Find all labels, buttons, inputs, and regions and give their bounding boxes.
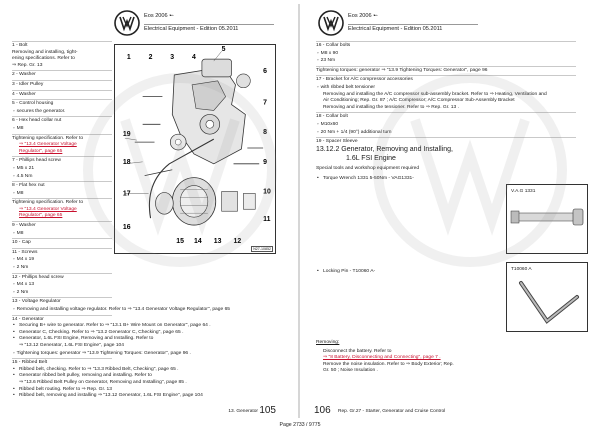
part-detail: Removing and installing, tight- <box>12 49 78 55</box>
page-counter: Page 2733 / 9775 <box>279 422 321 428</box>
callout-9: 9 <box>263 158 267 166</box>
part-item: 10 - Cap <box>12 238 112 247</box>
part-detail: Air Conditioning; Rep. Gr. 87 ; A/C Compressor; A/C Compressor Sub-Assembly Bracket <box>323 98 515 104</box>
part-detail: Removing and installing the tensioner. Refer to ⇒ Rep. Gr. 13 . <box>323 104 459 110</box>
part-detail: ▫ 2 Nm <box>12 289 112 297</box>
part-detail: Removing and installing the A/C compressor sub-assembly bracket. Refer to ⇒ Heating, Ventilation and <box>323 91 547 97</box>
part-detail: ▫ M8 <box>12 190 112 198</box>
part-detail: • Generator C, Checking. Refer to ⇒ "13.2 Generator C, Checking", page 65 . <box>12 330 112 337</box>
part-detail: ▫ M8 x 90 <box>316 50 576 58</box>
part-item: 9 - Washer <box>12 221 112 230</box>
removing-heading: Removing: <box>316 340 340 345</box>
edition-subtitle: Electrical Equipment - Edition 05.2011 <box>144 24 274 32</box>
part-item: 3 - Idler Pulley <box>12 80 112 89</box>
part-detail: • Generator, 1.6L FSI Engine, Removing and Installing. Refer to <box>12 336 112 343</box>
part-item: 13 - Voltage Regulator <box>12 297 112 306</box>
torque-wrench-image <box>506 184 588 254</box>
battery-link[interactable]: ⇒ "8 Battery, Disconnecting and Connecting", page 7 . <box>323 355 441 361</box>
part-detail: ▫ 20 Nm + 1/4 (90°) additional turn <box>316 129 576 137</box>
part-detail: ▫ M10x60 <box>316 121 576 129</box>
callout-11: 11 <box>263 216 271 224</box>
part-detail: ▫ M4 x 19 <box>12 256 112 264</box>
reference-link[interactable]: Regulator", page 65 <box>19 213 63 219</box>
part-detail: • Ribbed belt, checking. Refer to ⇒ "13.3 Ribbed Belt, Checking", page 65 . <box>12 367 112 374</box>
part-item: 14 - Generator <box>12 315 112 324</box>
part-item: Tightening specification. Refer to <box>12 198 112 207</box>
callout-12: 12 <box>233 237 242 245</box>
part-item: 18 - Collar bolt <box>316 112 576 121</box>
tool-torque-wrench: • Torque Wrench 1331 5-50Nm - VAG1331- <box>316 176 506 183</box>
part-detail: • Securing B+ wire to generator. Refer to ⇒ "13.1 B+ Wire Mount on Generator", page 64 . <box>12 323 112 330</box>
left-header <box>114 10 264 38</box>
part-item: 5 - Control housing <box>12 99 112 108</box>
part-detail: ▫ M8 <box>12 125 112 133</box>
part-item: 19 - Spacer Sleeve <box>316 137 576 146</box>
callout-14: 14 <box>194 237 202 245</box>
parts-list-continued <box>316 40 576 146</box>
part-detail: ▫ M4 x 13 <box>12 281 112 289</box>
callout-7: 7 <box>263 99 267 107</box>
part-item: Tightening torques: generator ⇒ "13.9 Tightening Torques: Generator", page 96 <box>316 66 576 75</box>
part-item: 7 - Phillips head screw <box>12 156 112 165</box>
part-detail: ▫ with ribbed belt tensioner <box>316 84 576 92</box>
callout-13: 13 <box>213 237 222 245</box>
right-header <box>318 10 468 38</box>
left-page <box>6 4 298 418</box>
callout-3: 3 <box>170 54 175 62</box>
part-detail: ▫ M8 <box>12 230 112 238</box>
special-tools-heading: Special tools and workshop equipment required <box>316 166 420 171</box>
part-item: 4 - Washer <box>12 90 112 99</box>
tool-locking-pin: • Locking Pin - T10060 A- <box>316 269 506 276</box>
section-13-12-2 <box>316 142 506 276</box>
part-detail: ▫ M5 x 21 <box>12 165 112 173</box>
part-item: 12 - Phillips head screw <box>12 273 112 282</box>
callout-5: 5 <box>221 46 226 54</box>
removing-step-2b: Gr. 50 ; Noise Insulation . <box>323 368 378 374</box>
part-detail: • Ribbed belt, removing and installing ⇒ "13.12 Generator, 1.6L FSI Engine", page 104 <box>12 393 112 400</box>
part-item: 8 - Flat hex nut <box>12 181 112 190</box>
locking-pin-icon <box>507 263 589 333</box>
part-item: 2 - Washer <box>12 70 112 79</box>
right-page <box>302 4 594 418</box>
tool-label-t10060a: T10060 A <box>511 267 532 272</box>
section-title: 13.12.2 Generator, Removing and Installing, <box>316 146 453 153</box>
part-item: 17 - Bracket for A/C compressor accessories <box>316 75 576 84</box>
part-item: 15 - Ribbed Belt <box>12 358 112 367</box>
callout-17: 17 <box>122 190 131 198</box>
model-title: Eos 2006 ➸ <box>348 13 378 19</box>
callout-1: 1 <box>126 54 131 62</box>
right-footer-section: Rep. Gr.27 - Starter, Generator and Cruise Control <box>338 409 446 414</box>
torque-wrench-icon <box>507 185 589 255</box>
model-title: Eos 2006 ➸ <box>144 13 174 19</box>
part-item: 6 - Hex head collar nut <box>12 116 112 125</box>
part-detail: • Ribbed belt routing. Refer to ⇒ Rep. Gr. 13 <box>12 387 112 394</box>
generator-exploded-diagram <box>114 44 276 254</box>
page-gutter <box>298 4 300 418</box>
right-page-number: 106 <box>314 405 331 416</box>
part-detail: ▫ 4.5 Nm <box>12 173 112 181</box>
locking-pin-image <box>506 262 588 332</box>
part-detail: ening specifications. Refer to <box>12 56 75 62</box>
removing-step-2: Remove the noise insulation. Refer to ⇒ Body Exterior; Rep. <box>323 361 454 367</box>
part-item: 16 - Collar bolts <box>316 41 576 50</box>
callout-19: 19 <box>122 131 131 139</box>
tool-label-vag1331: V.A.G 1331 <box>511 189 536 194</box>
part-detail: ▫ Removing and installing voltage regulator. Refer to ⇒ "13.4 Generator Voltage Regulator", page 65 <box>12 306 112 314</box>
callout-10: 10 <box>263 188 271 196</box>
diagram-id: N27-10852 <box>253 247 271 251</box>
edition-subtitle: Electrical Equipment - Edition 05.2011 <box>348 24 478 32</box>
exploded-view-illustration <box>115 45 275 253</box>
part-item: 11 - Screws <box>12 248 112 257</box>
removing-steps <box>316 340 576 375</box>
part-detail: ▫ secures the generator. <box>12 108 112 116</box>
left-footer-section: 13. Generator <box>228 409 258 414</box>
part-detail: ▫ 2 Nm <box>12 264 112 272</box>
vw-logo-icon <box>318 10 344 36</box>
callout-8: 8 <box>263 129 267 137</box>
callout-4: 4 <box>192 54 196 62</box>
left-page-number: 105 <box>259 405 276 416</box>
part-item: 1 - Bolt <box>12 41 112 50</box>
reference-link[interactable]: ⇒ "13.4 Generator Voltage <box>19 142 77 148</box>
reference-link[interactable]: ⇒ "13.4 Generator Voltage <box>19 206 77 212</box>
part-detail: ▫ 23 Nm <box>316 57 576 65</box>
removing-step-1: Disconnect the battery. Refer to <box>323 348 392 354</box>
vw-logo-icon <box>114 10 140 36</box>
callout-2: 2 <box>148 54 153 62</box>
callout-18: 18 <box>122 158 131 166</box>
callout-15: 15 <box>176 237 184 245</box>
part-detail: ▫ Tightening torques: generator ⇒ "13.9 Tightening Torques: Generator", page 96 . <box>12 350 112 358</box>
part-detail: ⇒ "13.6 Ribbed Belt Pulley on Generator, Removing and Installing", page 85 . <box>19 379 187 385</box>
part-detail: ⇒ "13.12 Generator, 1.6L FSI Engine", page 104 <box>19 342 124 348</box>
reference-link[interactable]: Regulator", page 65 <box>19 148 63 154</box>
part-detail: • Generator ribbed belt pulley, removing and installing. Refer to <box>12 373 112 380</box>
part-item: Tightening specification. Refer to <box>12 134 112 143</box>
part-detail: ⇒ Rep. Gr. 13 <box>12 62 43 68</box>
callout-16: 16 <box>122 224 131 232</box>
section-title-2: 1.6L FSI Engine <box>346 155 396 162</box>
callout-6: 6 <box>263 67 267 75</box>
